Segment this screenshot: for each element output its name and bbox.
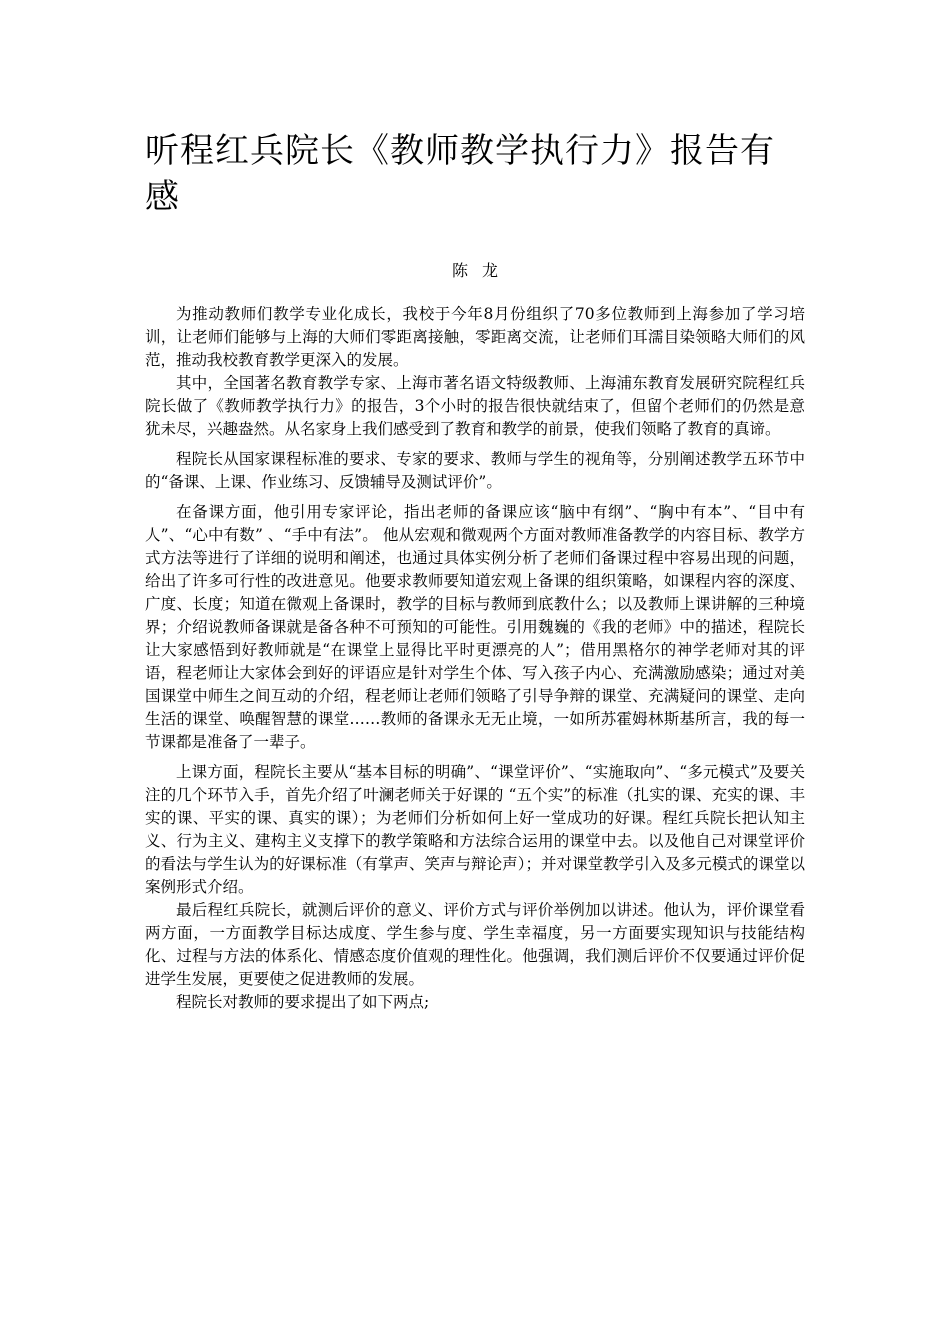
- paragraph: 在备课方面，他引用专家评论，指出老师的备课应该“脑中有纲”、“胸中有本”、“目中有人”、“心中有数” 、“手中有法”。 他从宏观和微观两个方面对教师准备教学的内容目标、教学方式方法等进行了详细的说明和阐述，也通过具体实例分析了老师们备课过程中容易出现的问题，给出了许多可行性的改进意见。他要求教师要知道宏观上备课的组织策略，如课程内容的深度、广度、长度；知道在微观上备课时，教学的目标与教师到底教什么；以及教师上课讲解的三种境界；介绍说教师备课就是备各种不可预知的可能性。引用魏巍的《我的老师》中的描述，程院长让大家感悟到好教师就是“在课堂上显得比平时更漂亮的人”；借用黑格尔的神学老师对其的评语，程老师让大家体会到好的评语应是针对学生个体、写入孩子内心、充满激励感染；通过对美国课堂中师生之间互动的介绍，程老师让老师们领略了引导争辩的课堂、充满疑问的课堂、走向生活的课堂、唤醒智慧的课堂……教师的备课永无无止境，一如所苏霍姆林斯基所言，我的每一节课都是准备了一辈子。: [145, 503, 805, 751]
- paragraph: 程院长对教师的要求提出了如下两点;: [176, 993, 430, 1011]
- paragraph: 程院长从国家课程标准的要求、专家的要求、教师与学生的视角等，分别阐述教学五环节中的“备课、上课、作业练习、反馈辅导及测试评价”。: [145, 450, 805, 491]
- paragraph: 为推动教师们教学专业化成长，我校于今年8月份组织了70多位教师到上海参加了学习培训，让老师们能够与上海的大师们零距离接触，零距离交流，让老师们耳濡目染领略大师们的风范，推动我校教育教学更深入的发展。: [145, 305, 805, 369]
- paragraph: 最后程红兵院长，就测后评价的意义、评价方式与评价举例加以讲述。他认为，评价课堂看两方面，一方面教学目标达成度、学生参与度、学生幸福度，另一方面要实现知识与技能结构化、过程与方法的体系化、情感态度价值观的理性化。他强调，我们测后评价不仅要通过评价促进学生发展，更要使之促进教师的发展。: [145, 901, 805, 988]
- document-title: 听程红兵院长《教师教学执行力》报告有感: [145, 131, 775, 217]
- author-name: 陈龙: [451, 261, 512, 280]
- document-body: [145, 303, 805, 1014]
- document-page: [145, 128, 805, 1014]
- paragraph: 其中，全国著名教育教学专家、上海市著名语文特级教师、上海浦东教育发展研究院程红兵院长做了《教师教学执行力》的报告，3个小时的报告很快就结束了，但留个老师们的仍然是意犹未尽，兴趣盎然。从名家身上我们感受到了教育和教学的前景，使我们领略了教育的真谛。: [145, 374, 805, 438]
- paragraph: 上课方面，程院长主要从“基本目标的明确”、“课堂评价”、“实施取向”、“多元模式”及要关注的几个环节入手，首先介绍了叶澜老师关于好课的 “五个实”的标准（扎实的课、充实的课、丰实的课、平实的课、真实的课）；为老师们分析如何上好一堂成功的好课。程红兵院长把认知主义、行为主义、建构主义支撑下的教学策略和方法综合运用的课堂中去。以及他自己对课堂评价的看法与学生认为的好课标准（有掌声、笑声与辩论声）；并对课堂教学引入及多元模式的课堂以案例形式介绍。: [145, 763, 805, 896]
